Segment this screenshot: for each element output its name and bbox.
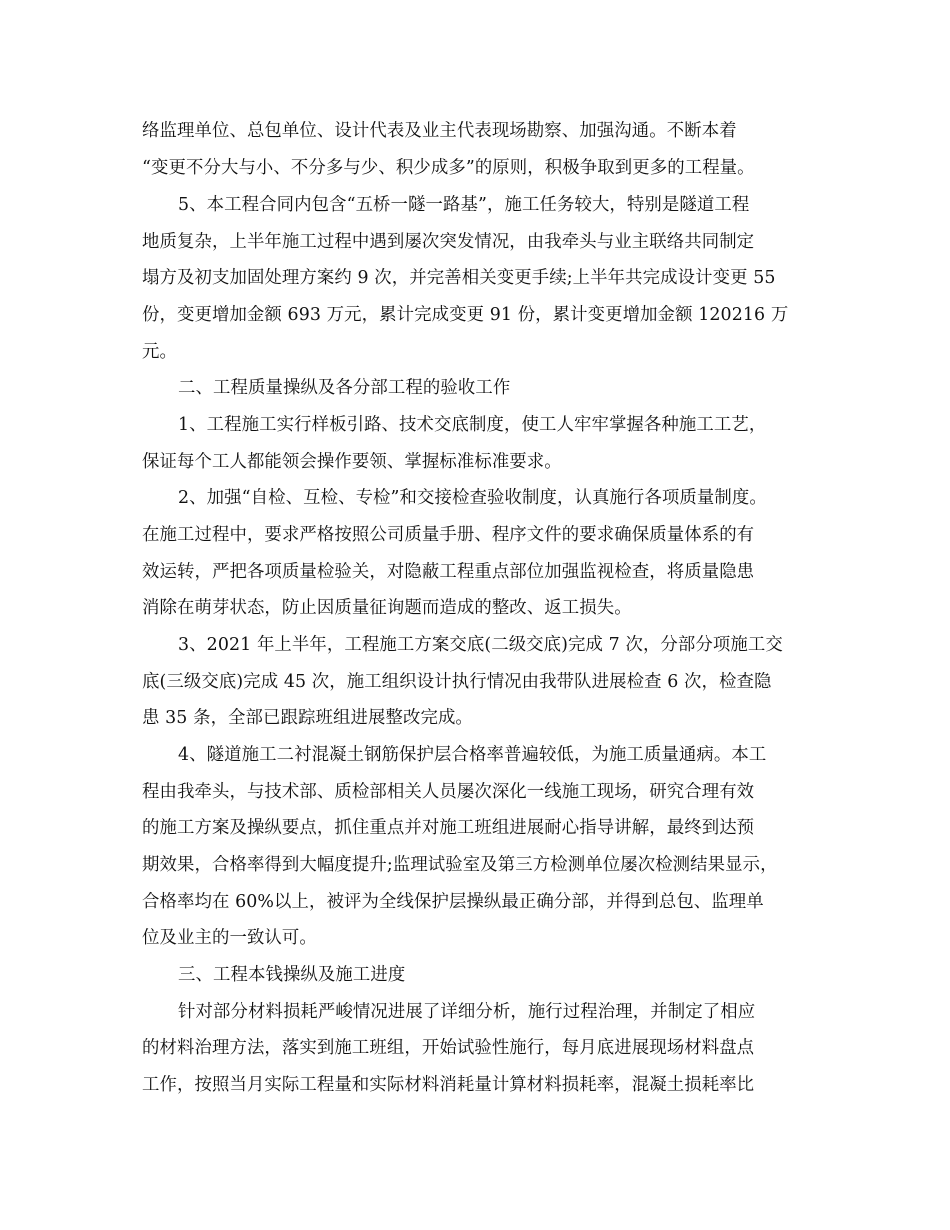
paragraph-5: 5、本工程合同内包含“五桥一隧一路基”，施工任务较大，特别是隧道工程	[178, 195, 750, 215]
paragraph-3-1: 针对部分材料损耗严峻情况进展了详细分析，施行过程治理，并制定了相应	[178, 1002, 756, 1022]
text-line: 份，变更增加金额 693 万元，累计完成变更 91 份，累计变更增加金额 120216 万	[142, 305, 789, 325]
text-line: “变更不分大与小、不分多与少、积少成多”的原则，积极争取到更多的工程量。	[142, 158, 755, 178]
paragraph-2-3: 3、2021 年上半年，工程施工方案交底(二级交底)完成 7 次，分部分项施工交	[178, 635, 783, 655]
text-line: 塌方及初支加固处理方案约 9 次，并完善相关变更手续;上半年共完成设计变更 55	[142, 268, 776, 288]
text-line: 地质复杂，上半年施工过程中遇到屡次突发情况，由我牵头与业主联络共同制定	[142, 232, 755, 252]
section-heading-3: 三、工程本钱操纵及施工进度	[178, 965, 406, 985]
text-line: 程由我牵头，与技术部、质检部相关人员屡次深化一线施工现场，研究合理有效	[142, 782, 755, 802]
text-line: 在施工过程中，要求严格按照公司质量手册、程序文件的要求确保质量体系的有	[142, 525, 755, 545]
text-line: 位及业主的一致认可。	[142, 928, 317, 948]
text-line: 保证每个工人都能领会操作要领、掌握标准标准要求。	[142, 452, 562, 472]
paragraph-2-4: 4、隧道施工二衬混凝土钢筋保护层合格率普遍较低，为施工质量通病。本工	[178, 745, 767, 765]
text-line: 的材料治理方法，落实到施工班组，开始试验性施行，每月底进展现场材料盘点	[142, 1038, 755, 1058]
text-line: 期效果，合格率得到大幅度提升;监理试验室及第三方检测单位屡次检测结果显示，	[142, 855, 778, 875]
text-line: 合格率均在 60%以上，被评为全线保护层操纵最正确分部，并得到总包、监理单	[142, 892, 764, 912]
text-line: 底(三级交底)完成 45 次，施工组织设计执行情况由我带队进展检查 6 次，检查隐	[142, 672, 772, 692]
section-heading-2: 二、工程质量操纵及各分部工程的验收工作	[178, 378, 511, 398]
text-line: 的施工方案及操纵要点，抓住重点并对施工班组进展耐心指导讲解，最终到达预	[142, 818, 755, 838]
text-line: 元。	[142, 342, 177, 362]
text-line: 患 35 条，全部已跟踪班组进展整改完成。	[142, 708, 473, 728]
text-line: 消除在萌芽状态，防止因质量征询题而造成的整改、返工损失。	[142, 598, 632, 618]
paragraph-2-1: 1、工程施工实行样板引路、技术交底制度，使工人牢牢掌握各种施工工艺，	[178, 415, 767, 435]
paragraph-2-2: 2、加强“自检、互检、专检”和交接检查验收制度，认真施行各项质量制度。	[178, 488, 767, 508]
text-line: 效运转，严把各项质量检验关，对隐蔽工程重点部位加强监视检查，将质量隐患	[142, 562, 755, 582]
text-line: 工作，按照当月实际工程量和实际材料消耗量计算材料损耗率，混凝土损耗率比	[142, 1075, 755, 1095]
text-line: 络监理单位、总包单位、设计代表及业主代表现场勘察、加强沟通。不断本着	[142, 121, 737, 141]
